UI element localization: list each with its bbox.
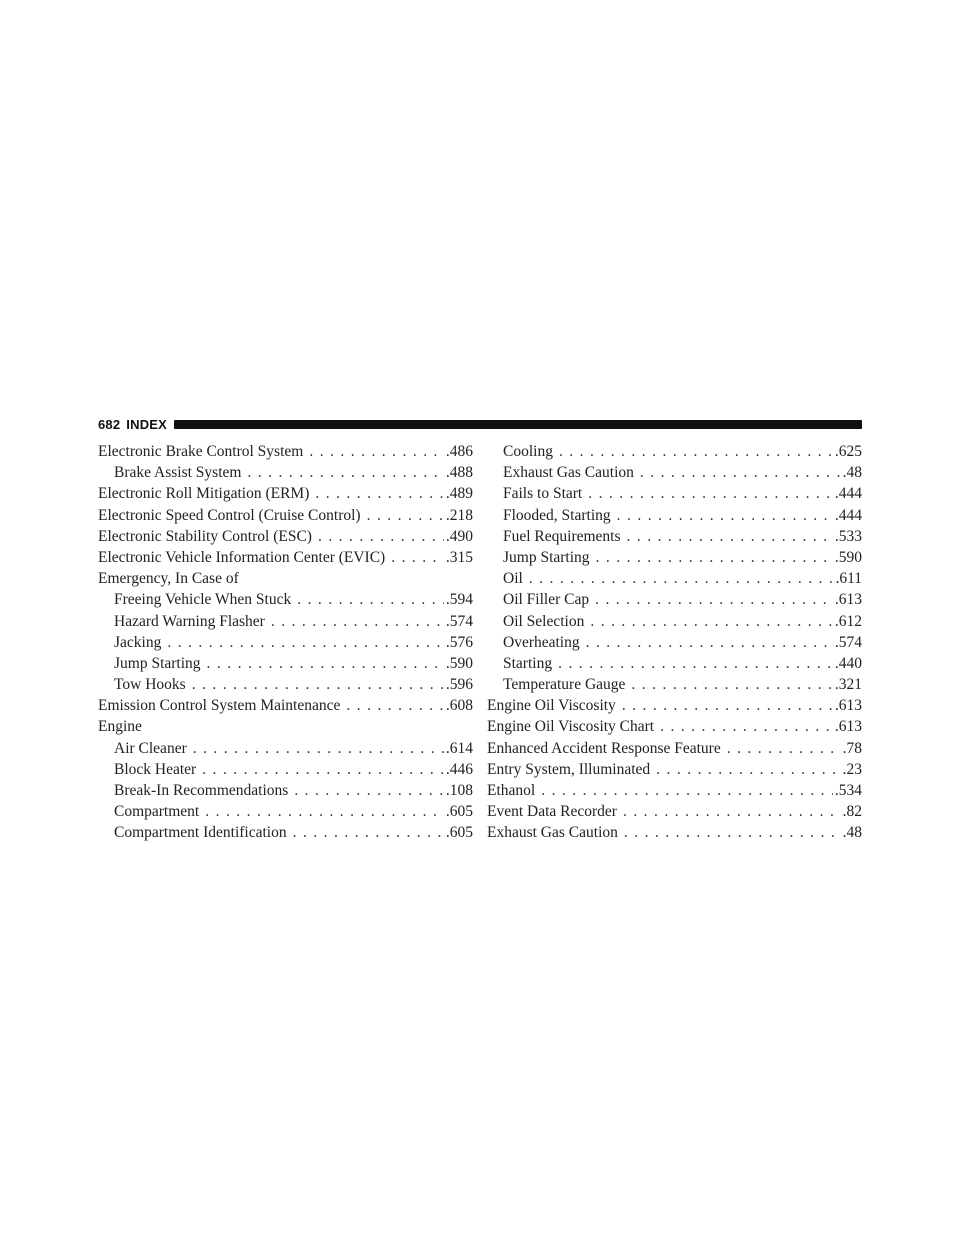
entry-label: Electronic Brake Control System	[98, 443, 304, 460]
dot-leader	[541, 780, 833, 801]
dot-leader	[207, 653, 444, 674]
dot-leader	[558, 653, 833, 674]
index-subentry	[98, 611, 473, 632]
entry-label: Overheating	[503, 633, 580, 651]
entry-page-number: .444	[834, 506, 862, 524]
index-subentry	[98, 674, 473, 695]
entry-page-number: .611	[835, 570, 862, 588]
entry-label: Compartment Identification	[114, 824, 287, 842]
entry-page-number: .574	[445, 612, 473, 630]
index-subentry	[98, 589, 473, 610]
entry-page-number: .218	[445, 506, 473, 524]
entry-label: Exhaust Gas Caution	[487, 824, 618, 842]
index-entry	[98, 483, 473, 504]
dot-leader	[727, 738, 841, 759]
index-entry	[98, 547, 473, 568]
index-subentry	[98, 738, 473, 759]
dot-leader	[318, 526, 444, 547]
index-entry	[487, 738, 862, 759]
page-number: 682	[98, 416, 121, 432]
entry-label: Freeing Vehicle When Stuck	[114, 591, 292, 609]
entry-page-number: .490	[445, 527, 473, 545]
dot-leader	[617, 505, 833, 526]
index-subentry	[487, 674, 862, 695]
index-subentry	[487, 632, 862, 653]
entry-label: Electronic Roll Mitigation (ERM)	[98, 485, 310, 503]
index-subentry	[487, 611, 862, 632]
dot-leader	[167, 632, 444, 653]
dot-leader	[623, 801, 841, 822]
entry-label: Jacking	[114, 633, 162, 651]
index-subentry	[98, 759, 473, 780]
entry-label: Oil Filler Cap	[503, 591, 590, 609]
dot-leader	[315, 483, 444, 504]
dot-leader	[391, 547, 444, 568]
dot-leader	[656, 759, 840, 780]
index-column-right	[487, 441, 862, 844]
index-entry	[487, 801, 862, 822]
entry-page-number: .446	[445, 760, 473, 778]
entry-page-number: .533	[834, 527, 862, 545]
entry-page-number: .48	[842, 464, 862, 482]
index-entry	[487, 759, 862, 780]
entry-label: Jump Starting	[114, 654, 201, 672]
entry-label: Fuel Requirements	[503, 527, 621, 545]
entry-label: Electronic Stability Control (ESC)	[98, 527, 312, 545]
entry-label: Starting	[503, 654, 553, 672]
entry-page-number: .576	[445, 633, 473, 651]
page-header	[98, 414, 862, 434]
entry-label: Temperature Gauge	[503, 676, 626, 694]
dot-leader	[205, 801, 444, 822]
header-rule	[174, 420, 862, 429]
dot-leader	[271, 611, 444, 632]
dot-leader	[596, 547, 833, 568]
index-subentry	[487, 526, 862, 547]
dot-leader	[631, 674, 832, 695]
entry-page-number: .82	[842, 803, 862, 821]
entry-page-number: .23	[842, 760, 862, 778]
dot-leader	[367, 505, 444, 526]
index-entry	[487, 695, 862, 716]
index-subentry	[98, 462, 473, 483]
entry-label: Emergency, In Case of	[98, 570, 239, 588]
entry-label: Brake Assist System	[114, 464, 242, 482]
index-subentry	[98, 780, 473, 801]
dot-leader	[586, 632, 833, 653]
index-entry	[98, 505, 473, 526]
entry-label: Jump Starting	[503, 548, 590, 566]
entry-label: Hazard Warning Flasher	[114, 612, 265, 630]
entry-label: Enhanced Accident Response Feature	[487, 739, 721, 757]
dot-leader	[309, 441, 444, 462]
dot-leader	[622, 695, 833, 716]
entry-page-number: .108	[445, 782, 473, 799]
index-subentry	[98, 822, 473, 843]
index-entry	[98, 695, 473, 716]
dot-leader	[590, 611, 833, 632]
dot-leader	[624, 822, 841, 843]
entry-page-number: .488	[445, 464, 473, 482]
index-column-left	[98, 441, 473, 844]
dot-leader	[192, 674, 444, 695]
entry-label: Cooling	[503, 443, 553, 460]
index-entry	[487, 780, 862, 801]
dot-leader	[202, 759, 444, 780]
entry-page-number: .486	[445, 443, 473, 460]
dot-leader	[595, 589, 833, 610]
entry-page-number: .590	[834, 548, 862, 566]
index-subentry	[98, 801, 473, 822]
index-entry	[98, 568, 473, 589]
index-entry	[487, 716, 862, 737]
entry-label: Electronic Vehicle Information Center (EVIC)	[98, 548, 386, 566]
entry-page-number: .596	[445, 676, 473, 694]
entry-page-number: .48	[842, 824, 862, 842]
entry-page-number: .605	[445, 824, 473, 842]
dot-leader	[346, 695, 443, 716]
entry-label: Block Heater	[114, 760, 197, 778]
index-subentry	[98, 632, 473, 653]
dot-leader	[559, 441, 833, 462]
dot-leader	[247, 462, 443, 483]
dot-leader	[529, 568, 834, 589]
entry-page-number: .315	[445, 548, 473, 566]
entry-label: Fails to Start	[503, 485, 583, 503]
entry-label: Emission Control System Maintenance	[98, 697, 341, 715]
index-subentry	[487, 589, 862, 610]
entry-page-number: .613	[834, 697, 862, 715]
entry-page-number: .625	[834, 443, 862, 460]
entry-label: Engine	[98, 718, 142, 736]
dot-leader	[640, 462, 841, 483]
entry-page-number: .613	[834, 591, 862, 609]
entry-label: Oil	[503, 570, 523, 588]
entry-label: Air Cleaner	[114, 739, 187, 757]
index-subentry	[487, 483, 862, 504]
entry-label: Flooded, Starting	[503, 506, 611, 524]
entry-label: Entry System, Illuminated	[487, 760, 651, 778]
index-subentry	[487, 462, 862, 483]
entry-label: Compartment	[114, 803, 200, 821]
dot-leader	[293, 822, 444, 843]
entry-label: Break-In Recommendations	[114, 782, 289, 799]
entry-page-number: .614	[445, 739, 473, 757]
entry-label: Ethanol	[487, 782, 536, 799]
entry-page-number: .489	[445, 485, 473, 503]
entry-label: Tow Hooks	[114, 676, 186, 694]
index-subentry	[487, 505, 862, 526]
entry-page-number: .444	[834, 485, 862, 503]
index-subentry	[98, 653, 473, 674]
entry-page-number: .594	[445, 591, 473, 609]
index-entry	[98, 441, 473, 462]
dot-leader	[294, 780, 444, 801]
index-subentry	[487, 547, 862, 568]
entry-page-number: .608	[445, 697, 473, 715]
entry-page-number: .605	[445, 803, 473, 821]
entry-page-number: .574	[834, 633, 862, 651]
entry-label: Electronic Speed Control (Cruise Control)	[98, 506, 361, 524]
section-title: INDEX	[126, 416, 168, 432]
dot-leader	[297, 589, 444, 610]
entry-label: Oil Selection	[503, 612, 585, 630]
dot-leader	[193, 738, 444, 759]
dot-leader	[627, 526, 833, 547]
entry-page-number: .613	[834, 718, 862, 736]
index-entry	[487, 822, 862, 843]
entry-page-number: .78	[842, 739, 862, 757]
entry-label: Exhaust Gas Caution	[503, 464, 634, 482]
dot-leader	[660, 716, 833, 737]
index-entry	[98, 526, 473, 547]
entry-page-number: .440	[834, 654, 862, 672]
entry-label: Engine Oil Viscosity Chart	[487, 718, 655, 736]
entry-page-number: .590	[445, 654, 473, 672]
entry-label: Engine Oil Viscosity	[487, 697, 616, 715]
dot-leader	[588, 483, 833, 504]
entry-page-number: .612	[834, 612, 862, 630]
entry-label: Event Data Recorder	[487, 803, 617, 821]
index-entry	[98, 716, 473, 737]
entry-page-number: .321	[834, 676, 862, 694]
index-subentry	[487, 653, 862, 674]
entry-page-number: .534	[834, 782, 862, 799]
index-subentry	[487, 568, 862, 589]
index-subentry	[487, 441, 862, 462]
